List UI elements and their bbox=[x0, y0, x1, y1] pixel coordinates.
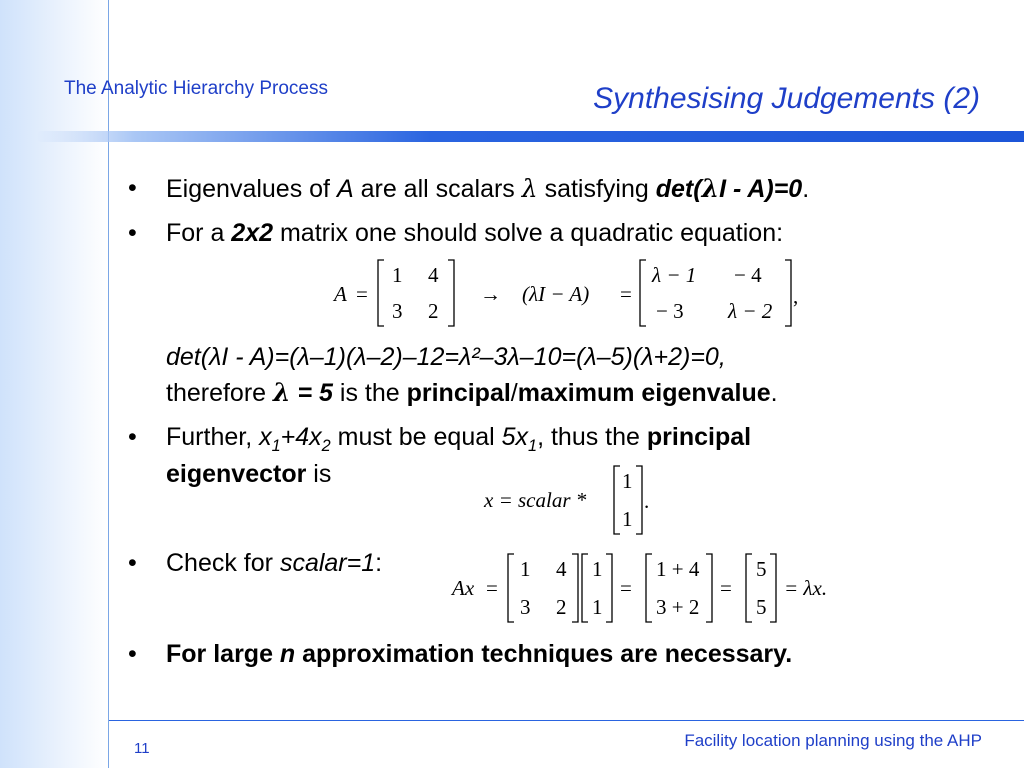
bullet-text: Further, bbox=[166, 423, 260, 451]
matrix-entry: 3 bbox=[392, 299, 403, 323]
bracket-right bbox=[636, 466, 642, 534]
bracket-right bbox=[706, 554, 712, 622]
matrix-entry: − 4 bbox=[734, 263, 762, 287]
bullet-text: approximation techniques are necessary. bbox=[295, 640, 793, 668]
bullet-text: eigenvector bbox=[166, 460, 307, 488]
bracket-right bbox=[572, 554, 578, 622]
vector-entry: 5 bbox=[756, 557, 767, 581]
bullet-text: must be equal bbox=[330, 423, 502, 451]
eq-symbol: = bbox=[620, 576, 632, 600]
equation-check-svg bbox=[448, 550, 868, 628]
bullet-text: is the bbox=[332, 379, 407, 407]
matrix-entry: 1 bbox=[520, 557, 531, 581]
scalar-value: scalar=1 bbox=[279, 549, 376, 577]
bracket-left bbox=[582, 554, 588, 622]
bracket-left bbox=[640, 260, 646, 326]
bullet-large-n bbox=[166, 640, 792, 669]
eq-symbol: . bbox=[644, 489, 650, 513]
bullet-eigenvector-cont bbox=[166, 460, 331, 489]
bullet-text: Eigenvalues of bbox=[166, 175, 337, 203]
eq-symbol: = bbox=[486, 576, 498, 600]
vector-entry: 1 bbox=[622, 507, 633, 531]
bracket-left bbox=[508, 554, 514, 622]
lambda-symbol: λ bbox=[273, 378, 291, 407]
det-expansion: det(λI - A)=(λ–1)(λ–2)–12=λ²–3λ–10=(λ–5)(λ+2)=0, bbox=[166, 343, 726, 371]
bracket-left bbox=[378, 260, 384, 326]
title-underline bbox=[36, 131, 1024, 142]
bullet-text: are all scalars bbox=[353, 175, 522, 203]
bullet-marker: • bbox=[128, 640, 137, 668]
bracket-right bbox=[770, 554, 776, 622]
matrix-size: 2x2 bbox=[231, 219, 274, 247]
equation-characteristic bbox=[330, 254, 810, 338]
bracket-right bbox=[606, 554, 612, 622]
matrix-entry: − 3 bbox=[656, 299, 684, 323]
eq-symbol: A bbox=[334, 282, 347, 306]
eq-symbol: = λx. bbox=[784, 576, 828, 600]
bullet-quadratic bbox=[166, 219, 783, 248]
matrix-entry: 4 bbox=[428, 263, 439, 287]
matrix-entry: λ − 1 bbox=[652, 263, 697, 287]
bullet-eigenvalues bbox=[166, 174, 809, 204]
lambda-symbol: λ bbox=[701, 174, 720, 203]
eq-symbol: x = scalar * bbox=[484, 488, 587, 512]
eq-symbol: = bbox=[720, 576, 732, 600]
course-title: The Analytic Hierarchy Process bbox=[64, 78, 328, 99]
eq-symbol: (λI − A) bbox=[522, 282, 590, 306]
matrix-entry: 1 + 4 bbox=[656, 557, 700, 581]
variable: x bbox=[309, 423, 322, 451]
equation-eigenvector bbox=[480, 462, 680, 546]
arrow-icon: → bbox=[480, 282, 501, 306]
bracket-right bbox=[785, 260, 791, 326]
bullet-text: principal bbox=[646, 423, 752, 451]
footer-divider bbox=[109, 720, 1024, 721]
bracket-right bbox=[448, 260, 454, 326]
equation-characteristic-svg bbox=[330, 254, 810, 332]
sidebar-gradient bbox=[0, 0, 108, 768]
sidebar-divider bbox=[108, 0, 109, 768]
subscript: 2 bbox=[321, 437, 331, 455]
eq-symbol: = bbox=[620, 282, 632, 306]
variable: n bbox=[279, 640, 296, 668]
bullet-marker: • bbox=[128, 174, 137, 202]
vector-entry: 5 bbox=[756, 595, 767, 619]
footer-title: Facility location planning using the AHP bbox=[684, 731, 982, 750]
vector-entry: 1 bbox=[592, 557, 603, 581]
page-number: 11 bbox=[134, 740, 150, 757]
bullet-eigenvector bbox=[166, 423, 752, 455]
bullet-text: For a bbox=[166, 219, 232, 247]
matrix-entry: 3 bbox=[520, 595, 531, 619]
bullet-text: is bbox=[306, 460, 332, 488]
bullet-text: / bbox=[510, 379, 518, 407]
bullet-text: . bbox=[802, 175, 810, 203]
matrix-entry: λ − 2 bbox=[728, 299, 773, 323]
slide-title: Synthesising Judgements (2) bbox=[593, 82, 980, 115]
bullet-marker: • bbox=[128, 219, 137, 247]
lambda-symbol: λ bbox=[521, 174, 538, 203]
vector-entry: 1 bbox=[622, 469, 633, 493]
matrix-symbol: A bbox=[336, 175, 354, 203]
eq-symbol: , bbox=[793, 284, 799, 308]
subscript: 1 bbox=[528, 437, 538, 455]
bullet-text: . bbox=[770, 379, 778, 407]
bracket-left bbox=[646, 554, 652, 622]
matrix-entry: 4 bbox=[556, 557, 567, 581]
bullet-text: For large bbox=[166, 640, 280, 668]
bullet-text: therefore bbox=[166, 379, 274, 407]
bracket-left bbox=[614, 466, 620, 534]
eigenvalue-value: = 5 bbox=[290, 379, 333, 407]
bullet-marker: • bbox=[128, 549, 137, 577]
matrix-entry: 2 bbox=[556, 595, 567, 619]
bullet-text: Check for bbox=[166, 549, 280, 577]
vector-entry: 1 bbox=[592, 595, 603, 619]
det-expression: I - A)=0 bbox=[719, 175, 803, 203]
eq-symbol: = bbox=[356, 282, 368, 306]
det-expression: det( bbox=[655, 175, 702, 203]
variable: x bbox=[259, 423, 272, 451]
bullet-text: satisfying bbox=[537, 175, 656, 203]
variable: +4 bbox=[280, 423, 310, 451]
eq-symbol: Ax bbox=[452, 576, 475, 600]
principal-eigenvalue-line bbox=[166, 378, 778, 408]
bracket-left bbox=[746, 554, 752, 622]
matrix-entry: 1 bbox=[392, 263, 403, 287]
bullet-text: principal bbox=[406, 379, 511, 407]
bullet-text: maximum eigenvalue bbox=[517, 379, 771, 407]
bullet-text: , thus the bbox=[537, 423, 647, 451]
equation-check bbox=[448, 550, 868, 634]
variable: 5x bbox=[501, 423, 529, 451]
matrix-entry: 2 bbox=[428, 299, 439, 323]
bullet-text: matrix one should solve a quadratic equation: bbox=[273, 219, 784, 247]
subscript: 1 bbox=[271, 437, 281, 455]
matrix-entry: 3 + 2 bbox=[656, 595, 700, 619]
bullet-text: : bbox=[375, 549, 383, 577]
bullet-check bbox=[166, 549, 382, 578]
equation-eigenvector-svg bbox=[480, 462, 680, 540]
bullet-marker: • bbox=[128, 423, 137, 451]
